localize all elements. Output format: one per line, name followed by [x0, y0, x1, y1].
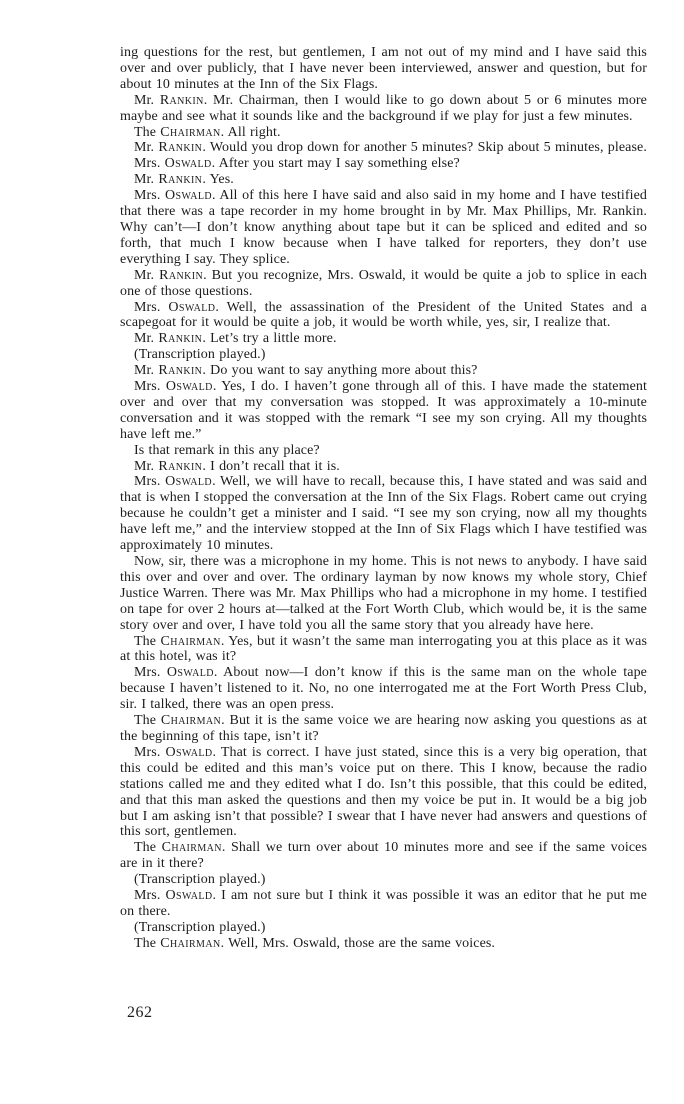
transcript-paragraph: Mr. Rankin. Let’s try a little more. — [134, 331, 337, 347]
transcript-paragraph: Mr. Rankin. Yes. — [134, 172, 234, 188]
speaker-name: Oswald — [168, 299, 216, 315]
transcript-paragraph: Mrs. Oswald. After you start may I say something else? — [134, 156, 460, 172]
transcript-paragraph: The Chairman. Shall we turn over about 10 minutes more and see if the same voices are in it there? — [120, 840, 648, 872]
transcript-paragraph: Mrs. Oswald. I am not sure but I think it was possible it was an editor that he put me on there. — [120, 888, 647, 919]
transcript-paragraph: ing questions for the rest, but gentlemen, I am not out of my mind and I have said this over and over publicly, that I have never been interviewed, answer and question, but for about 10 minutes at the Inn of the Six Flags. — [120, 45, 647, 92]
speaker-name: Oswald — [165, 744, 213, 760]
transcript-paragraph: (Transcription played.) — [134, 872, 266, 888]
speaker-name: Oswald — [165, 474, 213, 490]
transcript-paragraph: The Chairman. Yes, but it wasn’t the same man interrogating you at this place as it was at this hotel, was it? — [120, 633, 648, 665]
speaker-name: Oswald — [165, 188, 212, 204]
page-number: 262 — [127, 1004, 153, 1021]
speaker-name: Oswald — [166, 665, 214, 681]
transcript-paragraph: The Chairman. But it is the same voice we are hearing now asking you questions as at the beginning of this tape, isn’t it? — [120, 713, 647, 744]
transcript-body — [120, 45, 647, 952]
speaker-name: Oswald — [164, 156, 212, 172]
transcript-paragraph: Mr. Rankin. But you recognize, Mrs. Oswald, it would be quite a job to splice in each one of those questions. — [120, 267, 647, 299]
transcript-paragraph: (Transcription played.) — [134, 919, 266, 935]
speaker-name: Chairman — [161, 840, 222, 856]
speaker-name: Rankin — [159, 92, 204, 108]
transcript-paragraph: (Transcription played.) — [134, 347, 266, 363]
transcript-paragraph: Mrs. Oswald. Well, we will have to recall, because this, I have stated and was said and that is when I stopped the conversation at the Inn of the Six Flags. Robert came out crying because he couldn’t get a minister and I said. “I see my son crying, now all my thoughts have left me,” and the interview stopped at the Inn of Six Flags which I have testified was approximately 10 minutes. — [120, 474, 647, 554]
speaker-name: Rankin — [158, 140, 203, 156]
speaker-name: Rankin — [158, 331, 203, 347]
speaker-name: Rankin — [158, 458, 203, 474]
transcript-paragraph: Mrs. Oswald. All of this here I have said and also said in my home and I have testified that there was a tape recorder in my home brought in by Mr. Max Phillips, Mr. Rankin. Why can’t—I don’t know anything about tape but it can be spliced and edited and so forth, that much I know because when I have talked for reporters, they don’t use everything I say. They splice. — [120, 188, 647, 267]
transcript-paragraph: The Chairman. Well, Mrs. Oswald, those are the same voices. — [134, 935, 496, 951]
speaker-name: Chairman — [160, 124, 221, 140]
transcript-paragraph: Mr. Rankin. Mr. Chairman, then I would like to go down about 5 or 6 minutes more maybe and see what it sounds like and the background if we play for just a few minutes. — [120, 92, 647, 124]
transcript-paragraph: Is that remark in this any place? — [134, 442, 320, 458]
speaker-name: Oswald — [165, 379, 213, 395]
speaker-name: Rankin — [159, 267, 204, 283]
transcript-paragraph: Mrs. Oswald. That is correct. I have just stated, since this is a very big operation, that this could be edited and this man’s voice put on there. This I know, because the radio stations called me and they edited what I do. Isn’t this possible, that this could be edited, and that this man asked the questions and then my voice be put in. It would be a big job but I am asking isn’t that possible? I swear that I have never had answers and questions of this sort, gentlemen. — [120, 744, 648, 840]
speaker-name: Rankin — [158, 363, 203, 379]
transcript-paragraph: The Chairman. All right. — [134, 124, 281, 140]
transcript-paragraph: Mrs. Oswald. Well, the assassination of the President of the United States and a scapegoat for it would be quite a job, it would be worth while, yes, sir, I realize that. — [120, 299, 647, 331]
transcript-paragraph: Now, sir, there was a microphone in my home. This is not news to anybody. I have said this over and over and over. The ordinary layman by now knows my whole story, Chief Justice Warren. There was Mr. Max Phillips who had a microphone in my home. I testified on tape for over 2 hours at—talked at the Fort Worth Club, which would be, it is the same story over and over, I have told you all the same story that you already have here. — [120, 554, 647, 633]
speaker-name: Rankin — [158, 172, 203, 188]
speaker-name: Oswald — [165, 888, 213, 904]
transcript-paragraph: Mrs. Oswald. About now—I don’t know if this is the same man on the whole tape because I haven’t listened to it. No, no one interrogated me at the Fort Worth Press Club, sir. I talked, there was an open press. — [120, 665, 647, 713]
transcript-paragraph: Mrs. Oswald. Yes, I do. I haven’t gone through all of this. I have made the statement over and over that my conversation was stopped. It was approximately a 10-minute conversation and it was stopped with the remark “I see my son crying. All my thoughts have left me.” — [120, 379, 647, 442]
speaker-name: Chairman — [160, 713, 222, 729]
transcript-paragraph: Mr. Rankin. Would you drop down for another 5 minutes? Skip about 5 minutes, please. — [134, 140, 647, 156]
speaker-name: Chairman — [160, 633, 221, 649]
transcript-paragraph: Mr. Rankin. I don’t recall that it is. — [134, 458, 340, 474]
speaker-name: Chairman — [160, 935, 221, 951]
transcript-paragraph: Mr. Rankin. Do you want to say anything more about this? — [134, 363, 478, 379]
